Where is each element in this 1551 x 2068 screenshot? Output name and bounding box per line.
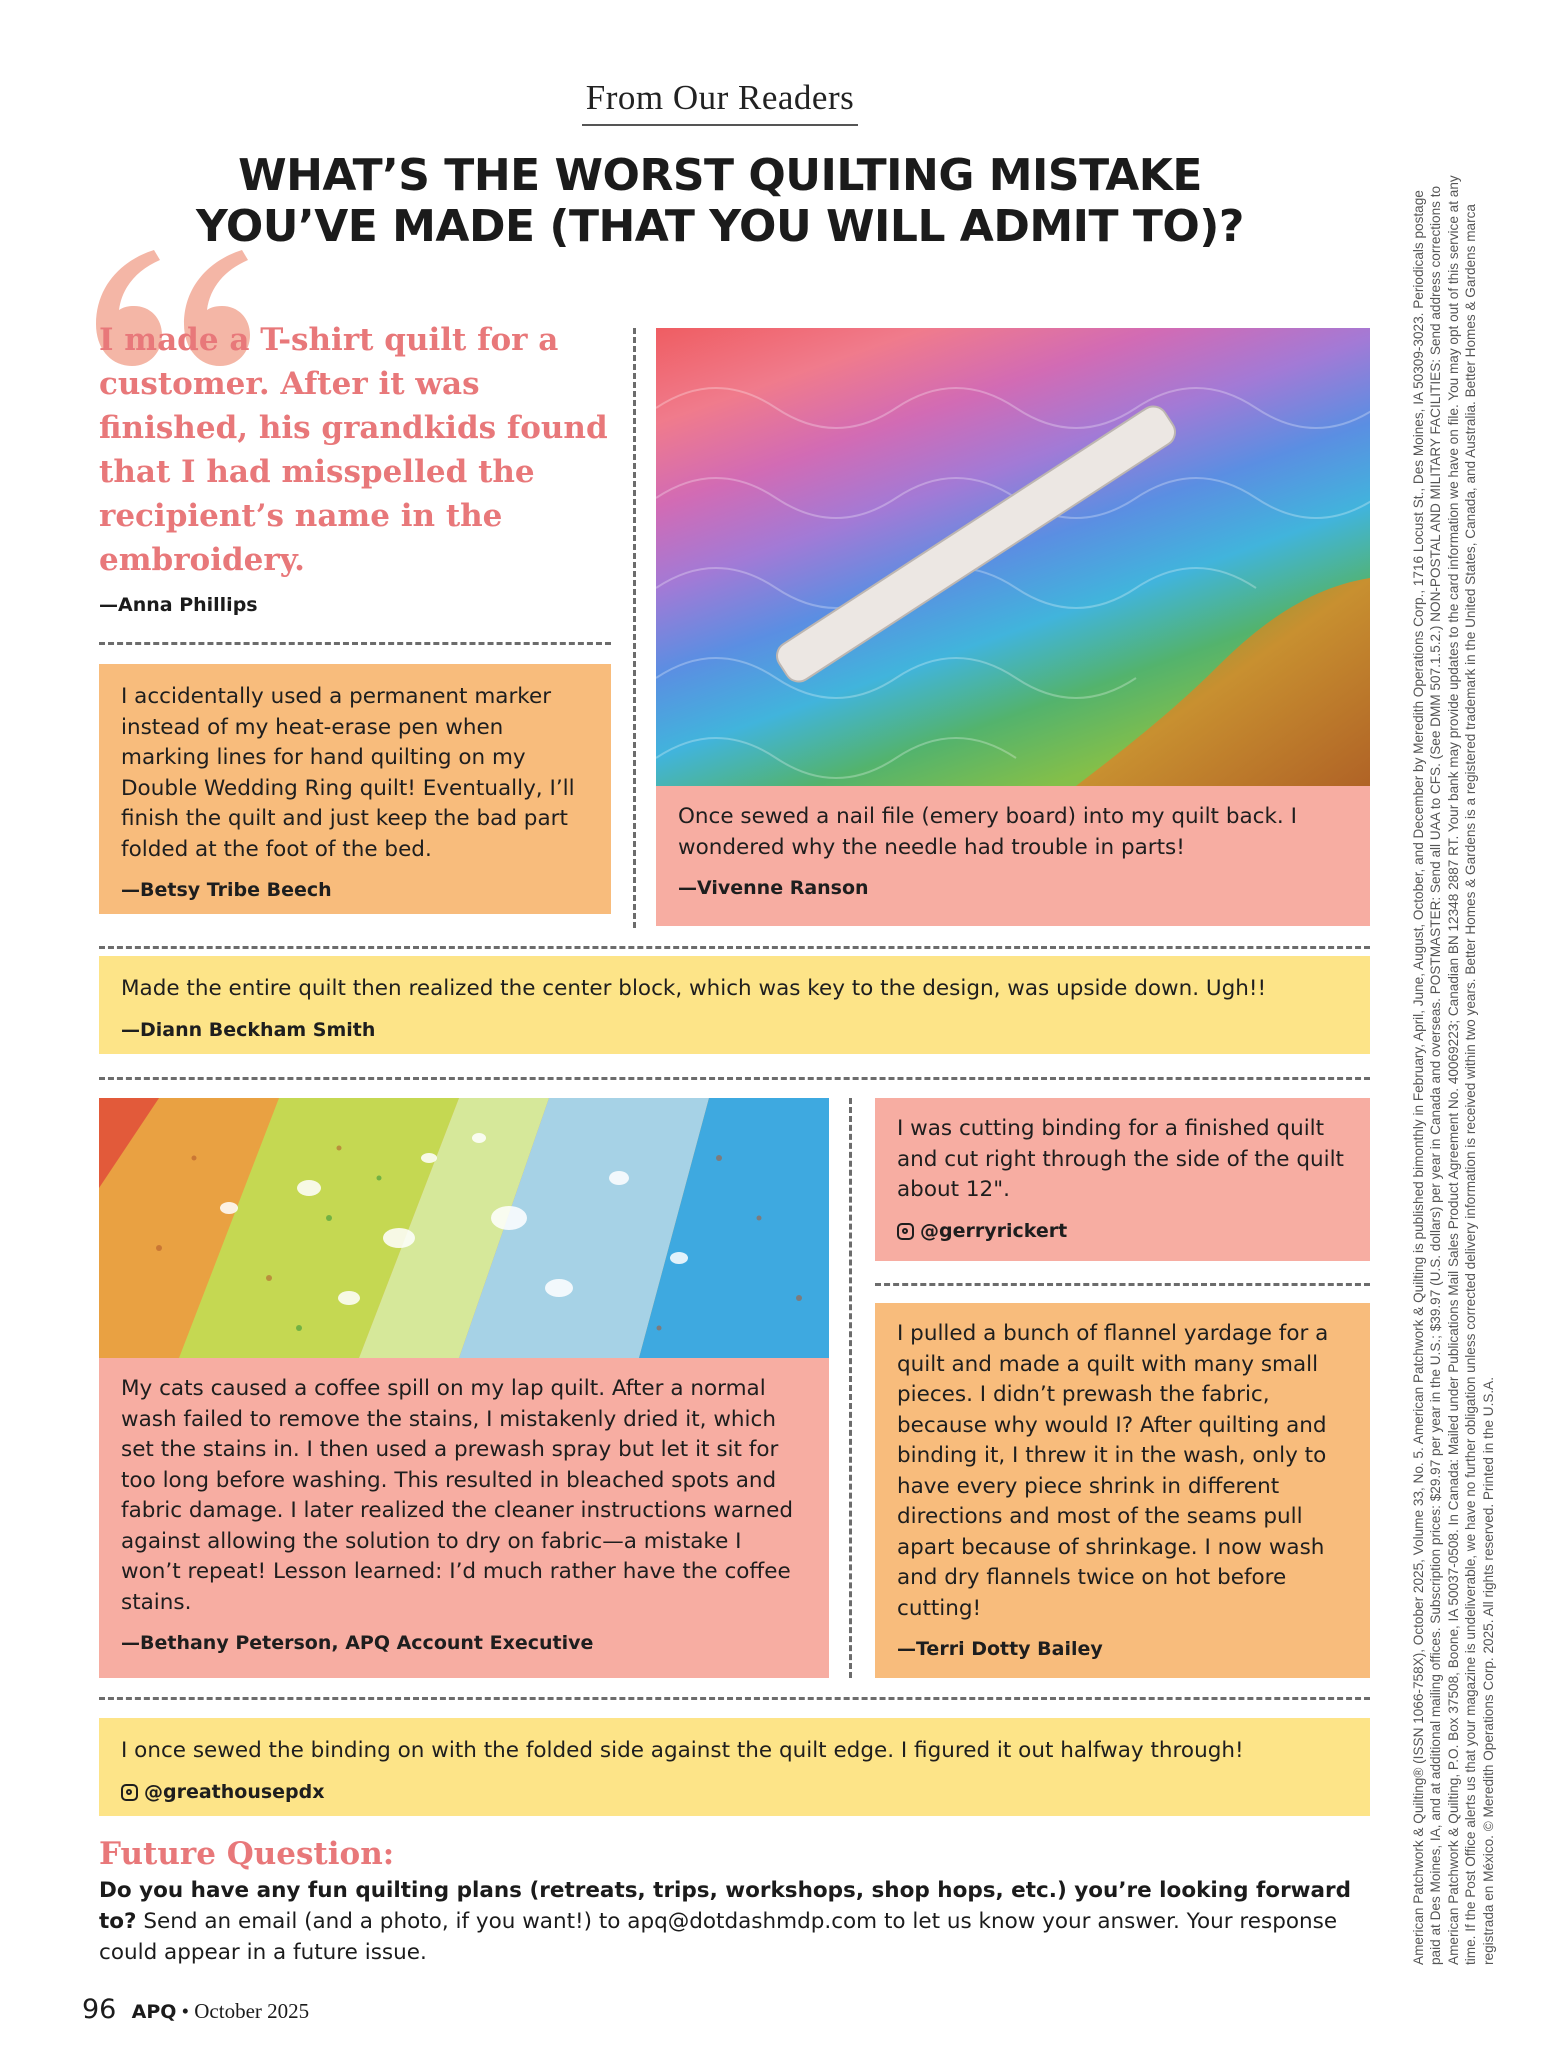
divider-vertical-top [633,328,636,928]
instagram-icon [897,1223,914,1240]
entry-card-gerryrickert: I was cutting binding for a finished quilt and cut right through the side of the quilt about 12". @gerryrickert [875,1098,1370,1261]
future-question-body [99,1875,1359,1968]
footer-separator: • [181,1999,190,2023]
divider-horizontal-right [875,1283,1370,1286]
issue-date: October 2025 [194,1999,310,2023]
legal-notice [1410,175,1514,1965]
divider-vertical-middle [849,1098,852,1678]
instagram-icon [121,1784,138,1801]
entry-card-greathousepdx: I once sewed the binding on with the folded side against the quilt edge. I figured it out halfway through! @greathousepdx [99,1718,1370,1816]
page-footer [82,1994,309,2025]
entry-card-vivenne-ranson: Once sewed a nail file (emery board) into my quilt back. I wondered why the needle had trouble in parts! —Vivenne Ranson [656,786,1370,926]
quilt-nail-file-photo [656,328,1370,786]
section-label: From Our Readers [0,78,1440,126]
divider-horizontal [99,1077,1370,1080]
pull-quote-author: —Anna Phillips [99,594,258,616]
pull-quote: I made a T-shirt quilt for a customer. After it was finished, his grandkids found that I had misspelled the recipient’s name in the embroidery. [99,322,608,578]
page-number: 96 [82,1994,117,2025]
entry-card-betsy-tribe-beech: I accidentally used a permanent marker instead of my heat-erase pen when marking lines for hand quilting on my Double Wedding Ring quilt! Eventually, I’ll finish the quilt and just keep the bad part folded at the foot of the bed. —Betsy Tribe Beech [99,664,611,914]
entry-card-diann-beckham-smith: Made the entire quilt then realized the center block, which was key to the design, was upside down. Ugh!! —Diann Beckham Smith [99,956,1370,1054]
magazine-name: APQ [131,2001,177,2023]
divider-pull-quote [99,642,611,645]
page-title [100,150,1340,252]
page-title-line-2: YOU’VE MADE (THAT YOU WILL ADMIT TO)? [196,201,1244,252]
divider-horizontal [99,1697,1370,1700]
entry-card-bethany-peterson: My cats caused a coffee spill on my lap quilt. After a normal wash failed to remove the stains, I mistakenly dried it, which set the stains in. I then used a prewash spray but let it sit for too long before washing. This resulted in bleached spots and fabric damage. I later realized the cleaner instructions warned against allowing the solution to dry on fabric—a mistake I won’t repeat! Lesson learned: I’d much rather have the coffee stains. —Bethany Peterson, APQ Account Executive [99,1358,829,1678]
future-question-text: Do you have any fun quilting plans (retreats, trips, workshops, shop hops, etc.) you’re looking forward to? [99,1878,1352,1934]
entry-card-terri-dotty-bailey: I pulled a bunch of flannel yardage for a quilt and made a quilt with many small pieces. I didn’t prewash the fabric, because why would I? After quilting and binding it, I threw it in the wash, only to have every piece shrink in different directions and most of the seams pull apart because of shrinkage. I now wash and dry flannels twice on hot before cutting! —Terri Dotty Bailey [875,1303,1370,1678]
future-question-instructions: Send an email (and a photo, if you want!) to apq@dotdashmdp.com to let us know your answer. Your response could appear in a future issue. [99,1909,1338,1965]
legal-notice-text: American Patchwork & Quilting® (ISSN 1066-758X), October 2025, Volume 33, No. 5. American Patchwork & Quilting is published bimonthly in February, April, June, August, October, and December by Meredith Operations Corp., 1716 Locust St., Des Moines, IA 50309-3023. Periodicals postage paid at Des Moines, IA, and at additional mailing offices. Subscription prices: $29.97 per year in the U.S.; $39.97 (U.S. dollars) per year in Canada and overseas. POSTMASTER: Send all UAA to CFS. (See DMM 507.1.5.2.) NON-POSTAL AND MILITARY FACILITIES: Send address corrections to American Patchwork & Quilting, P.O. Box 37508, Boone, IA 50037-0508. In Canada: Mailed under Publications Mail Sales Product Agreement No. 40069223; Canadian BN 12348 2887 RT. Your bank may provide updates to the card information we have on file. You may opt out of this service at any time. If the Post Office alerts us that your magazine is undeliverable, we have no further obligation unless corrected delivery information is received within two years. Better Homes & Gardens is a registered trademark in the United States, Canada, and Australia. Better Homes & Gardens marca registrada en México. © Meredith Operations Corp. 2025. All rights reserved. Printed in the U.S.A. [1411,175,1496,1965]
future-question-title: Future Question: [99,1836,395,1872]
stained-quilt-photo [99,1098,829,1358]
divider-horizontal [99,946,1370,949]
page-title-line-1: WHAT’S THE WORST QUILTING MISTAKE [238,150,1202,201]
